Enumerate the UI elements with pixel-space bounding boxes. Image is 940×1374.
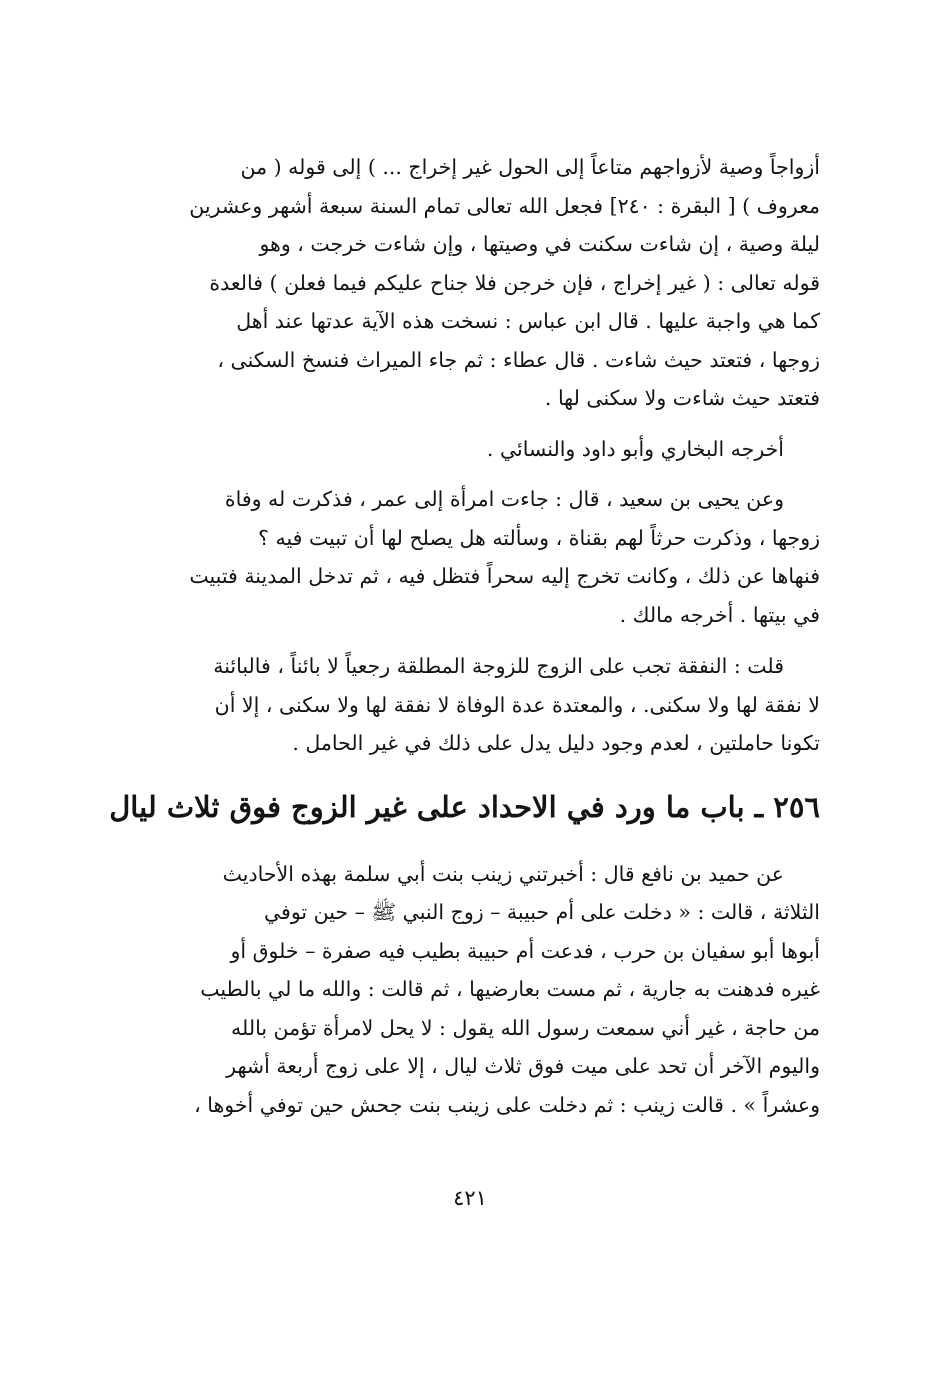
text-line: زوجها ، فتعتد حيث شاءت . قال عطاء : ثم جاء الميراث فنسخ السكنى ، [217,347,820,372]
text-line: فنهاها عن ذلك ، وكانت تخرج إليه سحراً فتظل فيه ، ثم تدخل المدينة فتبيت [189,564,820,588]
text-line: ليلة وصية ، إن شاءت سكنت في وصيتها ، وإن شاءت خرجت ، وهو [259,232,820,256]
text-line: الثلاثة ، قالت : « دخلت على أم حبيبة – زوج النبي ﷺ – حين توفي [263,900,820,924]
text-line: معروف ) [ البقرة : ٢٤٠] فجعل الله تعالى تمام السنة سبعة أشهر وعشرين [189,193,820,218]
text-line: في بيتها . أخرجه مالك . [619,602,820,627]
text-line: تكونا حاملتين ، لعدم وجود دليل يدل على ذلك في غير الحامل . [292,731,820,755]
text-line: أخرجه البخاري وأبو داود والنسائي . [486,436,784,461]
text-line: كما هي واجبة عليها . قال ابن عباس : نسخت هذه الآية عدتها عند أهل [236,309,820,333]
chapter-heading: ٢٥٦ ـ باب ما ورد في الاحداد على غير الزوج فوق ثلاث ليال [109,789,820,824]
text-line: من حاجة ، غير أني سمعت رسول الله يقول : لا يحل لامرأة تؤمن بالله [231,1015,820,1040]
text-line: أبوها أبو سفيان بن حرب ، فدعت أم حبيبة بطيب فيه صفرة – خلوق أو [230,938,820,963]
paragraph-widow-bequest [150,148,820,418]
text-line: قوله تعالى : ( غير إخراج ، فإن خرجن فلا جناح عليكم فيما فعلن ) فالعدة [209,270,820,295]
paragraph-yahya-narration [150,480,820,634]
text-line: قلت : النفقة تجب على الزوج للزوجة المطلقة رجعياً لا بائناً ، فالبائنة [213,654,784,678]
text-line: عن حميد بن نافع قال : أخبرتني زينب بنت أبي سلمة بهذه الأحاديث [222,861,784,886]
page-number: ٤٢١ [453,1186,487,1210]
text-line: فتعتد حيث شاءت ولا سكنى لها . [544,386,820,410]
text-line: وعن يحيى بن سعيد ، قال : جاءت امرأة إلى عمر ، فذكرت له وفاة [224,487,784,511]
text-line: واليوم الآخر أن تحد على ميت فوق ثلاث ليال ، إلا على زوج أربعة أشهر [226,1054,820,1078]
text-line: لا نفقة لها ولا سكنى. ، والمعتدة عدة الوفاة لا نفقة لها ولا سكنى ، إلا أن [214,692,820,717]
paragraph-narrators [150,430,820,469]
text-line: وعشراً » . قالت زينب : ثم دخلت على زينب بنت جحش حين توفي أخوها ، [194,1092,820,1117]
paragraph-humaid-narration [150,855,820,1125]
book-page [109,148,820,1124]
text-line: أزواجاً وصية لأزواجهم متاعاً إلى الحول غير إخراج ... ) إلى قوله ( من [240,155,820,179]
text-line: غيره فدهنت به جارية ، ثم مست بعارضيها ، ثم قالت : والله ما لي بالطيب [200,977,820,1001]
paragraph-author-comment [150,647,820,763]
text-line: زوجها ، وذكرت حرثاً لهم بقناة ، وسألته هل يصلح لها أن تبيت فيه ؟ [258,525,820,550]
